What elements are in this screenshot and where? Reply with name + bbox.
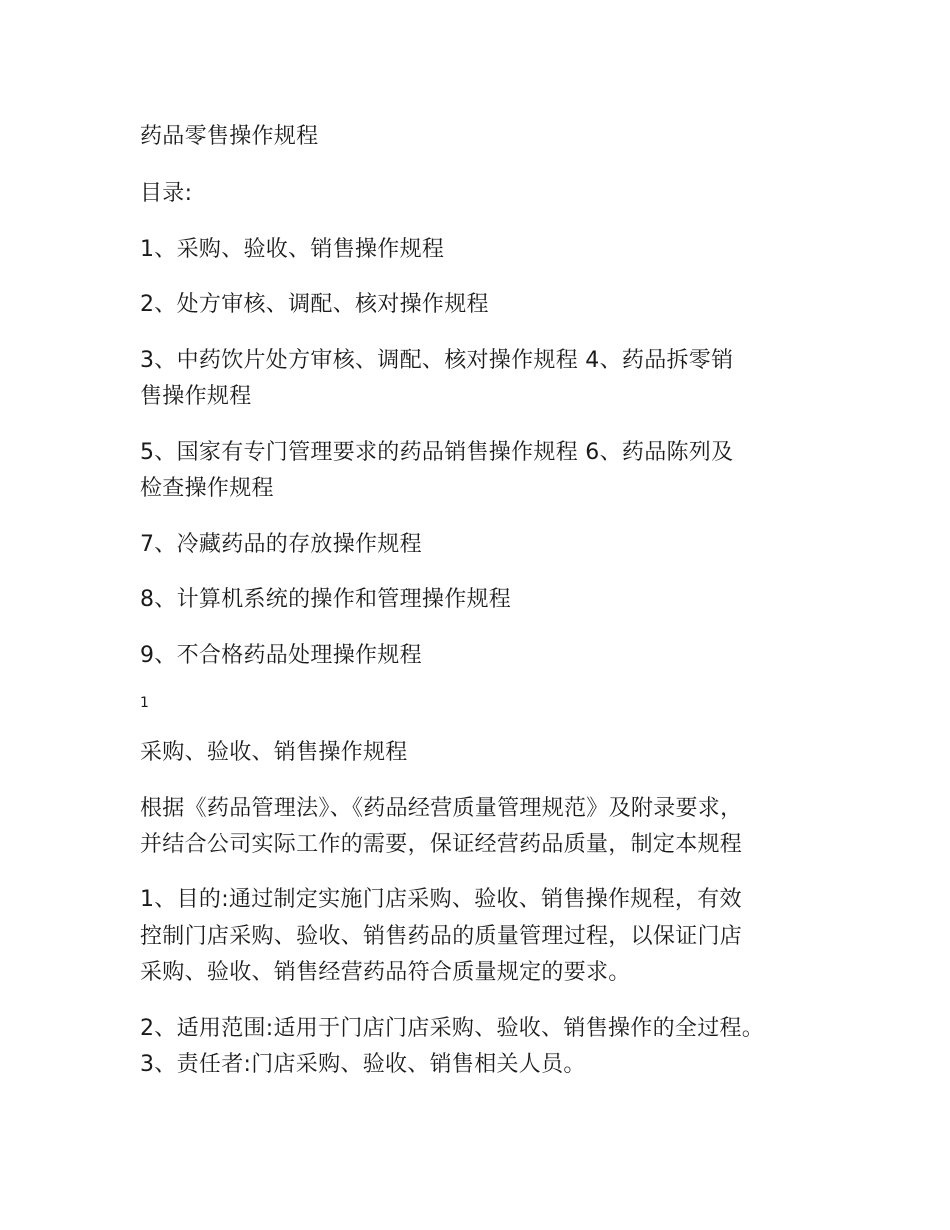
toc-item-continued: 售操作规程 bbox=[140, 384, 252, 409]
purpose-line: 1、目的:通过制定实施门店采购、验收、销售操作规程，有效 bbox=[140, 887, 742, 912]
toc-item: 8、计算机系统的操作和管理操作规程 bbox=[140, 587, 512, 612]
toc-item: 2、处方审核、调配、核对操作规程 bbox=[140, 292, 489, 317]
section-title: 采购、验收、销售操作规程 bbox=[140, 740, 408, 765]
document-title: 药品零售操作规程 bbox=[140, 124, 319, 149]
toc-item-continued: 检查操作规程 bbox=[140, 476, 274, 501]
toc-item: 5、国家有专门管理要求的药品销售操作规程 6、药品陈列及 bbox=[140, 440, 734, 465]
intro-line: 根据《药品管理法》、《药品经营质量管理规范》及附录要求， bbox=[140, 796, 743, 821]
scope-line: 2、适用范围:适用于门店门店采购、验收、销售操作的全过程。 bbox=[140, 1016, 765, 1041]
page-number: 1 bbox=[140, 695, 149, 711]
intro-line: 并结合公司实际工作的需要，保证经营药品质量，制定本规程 bbox=[140, 832, 743, 857]
toc-item: 7、冷藏药品的存放操作规程 bbox=[140, 532, 422, 557]
toc-item: 9、不合格药品处理操作规程 bbox=[140, 643, 422, 668]
purpose-line: 采购、验收、销售经营药品符合质量规定的要求。 bbox=[140, 960, 631, 985]
purpose-line: 控制门店采购、验收、销售药品的质量管理过程，以保证门店 bbox=[140, 924, 743, 949]
toc-label: 目录: bbox=[140, 181, 193, 206]
responsible-line: 3、责任者:门店采购、验收、销售相关人员。 bbox=[140, 1052, 586, 1077]
toc-item: 3、中药饮片处方审核、调配、核对操作规程 4、药品拆零销 bbox=[140, 348, 734, 373]
toc-item: 1、采购、验收、销售操作规程 bbox=[140, 237, 445, 262]
